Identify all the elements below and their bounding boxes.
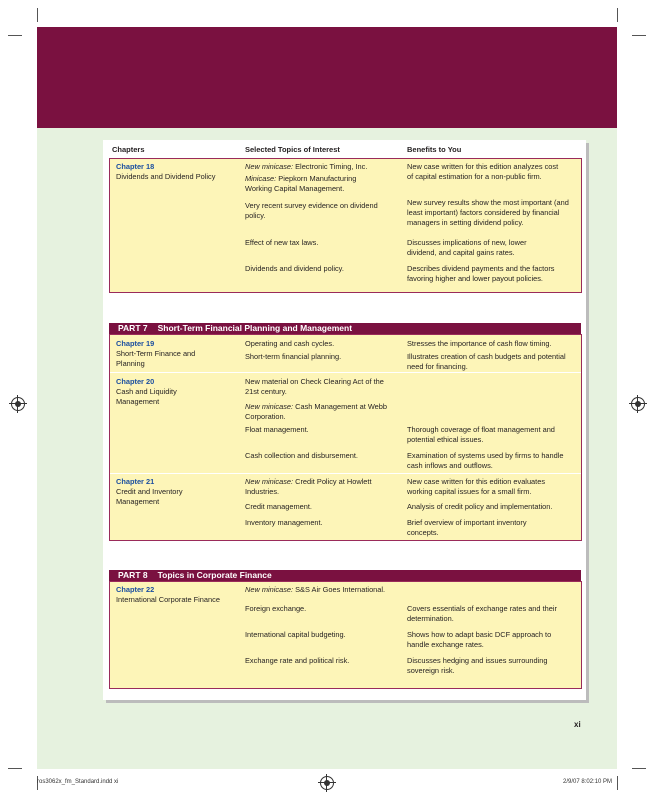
page-number: xi <box>574 720 581 729</box>
header-band <box>37 27 617 128</box>
crop-mark <box>8 35 22 36</box>
topic-text: Exchange rate and political risk. <box>245 656 350 665</box>
topic-text: S&S Air Goes International. <box>295 585 386 594</box>
topic-text: Electronic Timing, Inc. <box>295 162 368 171</box>
benefit-text: Brief overview of important inventory concepts. <box>407 518 527 537</box>
topic-text: Cash collection and disbursement. <box>245 451 358 460</box>
topic-prefix: New minicase: <box>245 402 294 411</box>
benefit-text: Stresses the importance of cash flow timing. <box>407 339 552 348</box>
topic-row <box>245 162 395 172</box>
benefit-text: New case written for this edition evaluates working capital issues for a small firm. <box>407 477 546 496</box>
crop-mark <box>8 768 22 769</box>
row-separator <box>110 473 581 474</box>
topic-text: Short-term financial planning. <box>245 352 342 361</box>
part-7-bar <box>109 323 581 334</box>
part-number: PART 7 <box>118 323 148 333</box>
crop-mark <box>617 8 618 22</box>
chapter-21-title: Credit and Inventory Management <box>116 487 183 506</box>
chapter-18-label: Chapter 18 <box>116 162 155 171</box>
benefit-text: Shows how to adapt basic DCF approach to handle exchange rates. <box>407 630 552 649</box>
part-8-bar <box>109 570 581 581</box>
footer-file: ros3062x_fm_Standard.indd xi <box>37 779 119 785</box>
benefit-text: Describes dividend payments and the factors favoring higher and lower payout policies. <box>407 264 555 283</box>
benefit-text: Analysis of credit policy and implementation. <box>407 502 553 511</box>
topic-row <box>245 585 390 595</box>
header-topics: Selected Topics of Interest <box>245 145 340 154</box>
topic-prefix: Minicase: <box>245 174 277 183</box>
topic-text: Foreign exchange. <box>245 604 307 613</box>
topic-row <box>245 174 375 194</box>
chapter-21-label: Chapter 21 <box>116 477 155 486</box>
header-benefits: Benefits to You <box>407 145 462 154</box>
chapter-18-title: Dividends and Dividend Policy <box>116 172 216 181</box>
chapter-22-label: Chapter 22 <box>116 585 155 594</box>
topic-text: International capital budgeting. <box>245 630 346 639</box>
topic-row <box>245 477 395 497</box>
header-chapters: Chapters <box>112 145 145 154</box>
benefit-text: Thorough coverage of float management and potential ethical issues. <box>407 425 555 444</box>
chapter-20-label: Chapter 20 <box>116 377 155 386</box>
topic-text: Credit Policy at Howlett Industries. <box>245 477 372 496</box>
benefit-text: Covers essentials of exchange rates and their determination. <box>407 604 557 623</box>
topic-text: Piepkorn Manufacturing Working Capital Management. <box>245 174 357 193</box>
chapter-19-title: Short-Term Finance and Planning <box>116 349 196 368</box>
topic-text: New material on Check Clearing Act of the 21st century. <box>245 377 384 396</box>
registration-mark-icon <box>320 776 334 790</box>
topic-text: Credit management. <box>245 502 312 511</box>
part-number: PART 8 <box>118 570 148 580</box>
benefit-text: Discusses hedging and issues surrounding sovereign risk. <box>407 656 548 675</box>
part-title: Topics in Corporate Finance <box>157 570 272 580</box>
benefit-text: Examination of systems used by firms to handle cash inflows and outflows. <box>407 451 564 470</box>
topic-row <box>245 402 390 422</box>
topic-text: Effect of new tax laws. <box>245 238 319 247</box>
benefit-text: Discusses implications of new, lower dividend, and capital gains rates. <box>407 238 527 257</box>
topic-text: Operating and cash cycles. <box>245 339 335 348</box>
benefit-text: Illustrates creation of cash budgets and potential need for financing. <box>407 352 566 371</box>
crop-mark <box>37 8 38 22</box>
chapter-19-label: Chapter 19 <box>116 339 155 348</box>
crop-mark <box>632 35 646 36</box>
crop-mark <box>632 768 646 769</box>
topic-prefix: New minicase: <box>245 162 294 171</box>
topic-text: Inventory management. <box>245 518 323 527</box>
topic-prefix: New minicase: <box>245 585 294 594</box>
topic-text: Dividends and dividend policy. <box>245 264 344 273</box>
part-title: Short-Term Financial Planning and Management <box>157 323 353 333</box>
row-separator <box>110 372 581 373</box>
footer-timestamp: 2/9/07 8:02:10 PM <box>563 779 613 785</box>
topic-text: Very recent survey evidence on dividend policy. <box>245 201 378 220</box>
topic-text: Float management. <box>245 425 309 434</box>
topic-prefix: New minicase: <box>245 477 294 486</box>
topic-text: Cash Management at Webb Corporation. <box>245 402 388 421</box>
chapter-22-title: International Corporate Finance <box>116 595 220 604</box>
registration-mark-icon <box>631 397 645 411</box>
benefit-text: New case written for this edition analyzes cost of capital estimation for a non-public firm. <box>407 162 559 181</box>
benefit-text: New survey results show the most important (and least important) factors considered by financial managers in setting dividend policy. <box>407 198 569 227</box>
crop-mark <box>617 776 618 790</box>
registration-mark-icon <box>11 397 25 411</box>
chapter-20-title: Cash and Liquidity Management <box>116 387 177 406</box>
